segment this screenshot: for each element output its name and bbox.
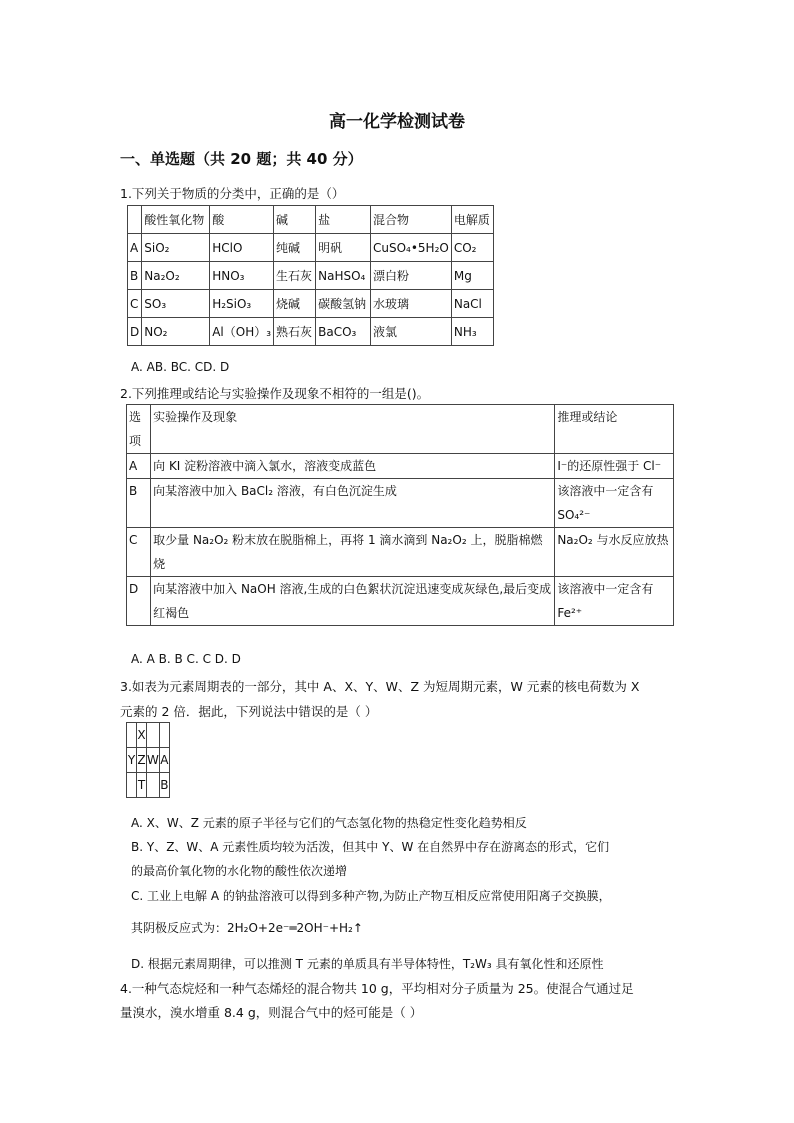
q3-option-b-line2: 的最高价氧化物的水化物的酸性依次递增 — [131, 864, 348, 878]
table-cell — [127, 723, 137, 748]
table-cell: 选项 — [127, 405, 151, 454]
table-cell: H₂SiO₃ — [210, 290, 274, 318]
table-cell: Na₂O₂ — [142, 262, 210, 290]
q3-option-c-line1: C. 工业上电解 A 的钠盐溶液可以得到多种产物,为防止产物互相反应常使用阳离子交换膜， — [131, 889, 611, 903]
q1-table — [127, 205, 494, 346]
q1-table-row — [128, 318, 494, 346]
table-cell: NH₃ — [451, 318, 493, 346]
table-cell: 漂白粉 — [370, 262, 451, 290]
table-cell: SiO₂ — [142, 234, 210, 262]
q1-stem: 1.下列关于物质的分类中，正确的是（） — [120, 186, 345, 201]
q1-table-row — [128, 262, 494, 290]
table-cell: B — [127, 479, 151, 528]
table-cell: B — [128, 262, 142, 290]
table-cell: 推理或结论 — [555, 405, 674, 454]
table-cell: HClO — [210, 234, 274, 262]
table-cell: 生石灰 — [274, 262, 316, 290]
q3-grid-row — [127, 773, 170, 798]
table-cell: Al（OH）₃ — [210, 318, 274, 346]
table-cell — [147, 723, 160, 748]
table-cell: Y — [127, 748, 137, 773]
table-cell — [159, 723, 169, 748]
table-cell: I⁻的还原性强于 Cl⁻ — [555, 454, 674, 479]
q3-periodic-grid — [126, 722, 170, 798]
table-cell: 烧碱 — [274, 290, 316, 318]
q3-option-a: A. X、W、Z 元素的原子半径与它们的气态氢化物的热稳定性变化趋势相反 — [131, 816, 527, 830]
q1-table-row — [128, 206, 494, 234]
table-cell: C — [127, 528, 151, 577]
q3-option-b-line1: B. Y、Z、W、A 元素性质均较为活泼，但其中 Y、W 在自然界中存在游离态的形式，它们 — [131, 840, 610, 854]
table-cell: 向某溶液中加入 BaCl₂ 溶液，有白色沉淀生成 — [151, 479, 555, 528]
section-heading: 一、单选题（共 20 题；共 40 分） — [120, 150, 363, 168]
table-cell: 向 KI 淀粉溶液中滴入氯水，溶液变成蓝色 — [151, 454, 555, 479]
table-cell: 酸性氧化物 — [142, 206, 210, 234]
table-cell: A — [159, 748, 169, 773]
table-cell: D — [127, 577, 151, 626]
table-cell: HNO₃ — [210, 262, 274, 290]
table-cell: 水玻璃 — [370, 290, 451, 318]
table-cell: W — [147, 748, 160, 773]
table-cell: 向某溶液中加入 NaOH 溶液,生成的白色絮状沉淀迅速变成灰绿色,最后变成红褐色 — [151, 577, 555, 626]
table-cell — [147, 773, 160, 798]
table-cell: A — [127, 454, 151, 479]
table-cell: NaCl — [451, 290, 493, 318]
q1-table-row — [128, 290, 494, 318]
table-cell: 纯碱 — [274, 234, 316, 262]
q2-table — [126, 404, 674, 626]
table-cell: CuSO₄•5H₂O — [370, 234, 451, 262]
table-cell: C — [128, 290, 142, 318]
table-cell: B — [159, 773, 169, 798]
table-cell: 电解质 — [451, 206, 493, 234]
table-cell: 酸 — [210, 206, 274, 234]
q2-stem: 2.下列推理或结论与实验操作及现象不相符的一组是()。 — [120, 386, 430, 401]
table-cell — [127, 773, 137, 798]
q2-table-row — [127, 577, 674, 626]
table-cell: 碱 — [274, 206, 316, 234]
table-cell: 混合物 — [370, 206, 451, 234]
q3-grid-row — [127, 723, 170, 748]
table-cell: 该溶液中一定含有Fe²⁺ — [555, 577, 674, 626]
table-cell: BaCO₃ — [316, 318, 371, 346]
table-cell: 盐 — [316, 206, 371, 234]
table-cell: NaHSO₄ — [316, 262, 371, 290]
table-cell: Mg — [451, 262, 493, 290]
q3-option-d: D. 根据元素周期律，可以推测 T 元素的单质具有半导体特性，T₂W₃ 具有氧化性和还原性 — [131, 957, 604, 971]
table-cell: Z — [137, 748, 147, 773]
q2-options: A. A B. B C. C D. D — [131, 652, 241, 666]
table-cell: 明矾 — [316, 234, 371, 262]
table-cell: X — [137, 723, 147, 748]
q3-stem-line2: 元素的 2 倍．据此，下列说法中错误的是（ ） — [120, 704, 378, 719]
q3-option-c-line2: 其阴极反应式为：2H₂O+2e⁻═2OH⁻+H₂↑ — [131, 921, 363, 935]
table-cell: Na₂O₂ 与水反应放热 — [555, 528, 674, 577]
table-cell: SO₃ — [142, 290, 210, 318]
q2-table-row — [127, 454, 674, 479]
q3-stem-line1: 3.如表为元素周期表的一部分，其中 A、X、Y、W、Z 为短周期元素，W 元素的核电荷数为 X — [120, 679, 640, 694]
q3-grid-row — [127, 748, 170, 773]
table-cell: 碳酸氢钠 — [316, 290, 371, 318]
table-cell: T — [137, 773, 147, 798]
table-cell: 该溶液中一定含有SO₄²⁻ — [555, 479, 674, 528]
q1-options: A. AB. BC. CD. D — [131, 360, 230, 374]
table-cell: 实验操作及现象 — [151, 405, 555, 454]
q2-table-row — [127, 405, 674, 454]
page-title: 高一化学检测试卷 — [329, 112, 465, 132]
table-cell — [128, 206, 142, 234]
table-cell: 取少量 Na₂O₂ 粉末放在脱脂棉上，再将 1 滴水滴到 Na₂O₂ 上，脱脂棉燃烧 — [151, 528, 555, 577]
q1-table-row — [128, 234, 494, 262]
table-cell: D — [128, 318, 142, 346]
q2-table-row — [127, 528, 674, 577]
table-cell: CO₂ — [451, 234, 493, 262]
q2-table-row — [127, 479, 674, 528]
table-cell: 熟石灰 — [274, 318, 316, 346]
table-cell: 液氯 — [370, 318, 451, 346]
q4-line1: 4.一种气态烷烃和一种气态烯烃的混合物共 10 g，平均相对分子质量为 25。使混合气通过足 — [120, 981, 634, 996]
table-cell: A — [128, 234, 142, 262]
table-cell: NO₂ — [142, 318, 210, 346]
q4-line2: 量溴水，溴水增重 8.4 g，则混合气中的烃可能是（ ） — [120, 1005, 423, 1020]
